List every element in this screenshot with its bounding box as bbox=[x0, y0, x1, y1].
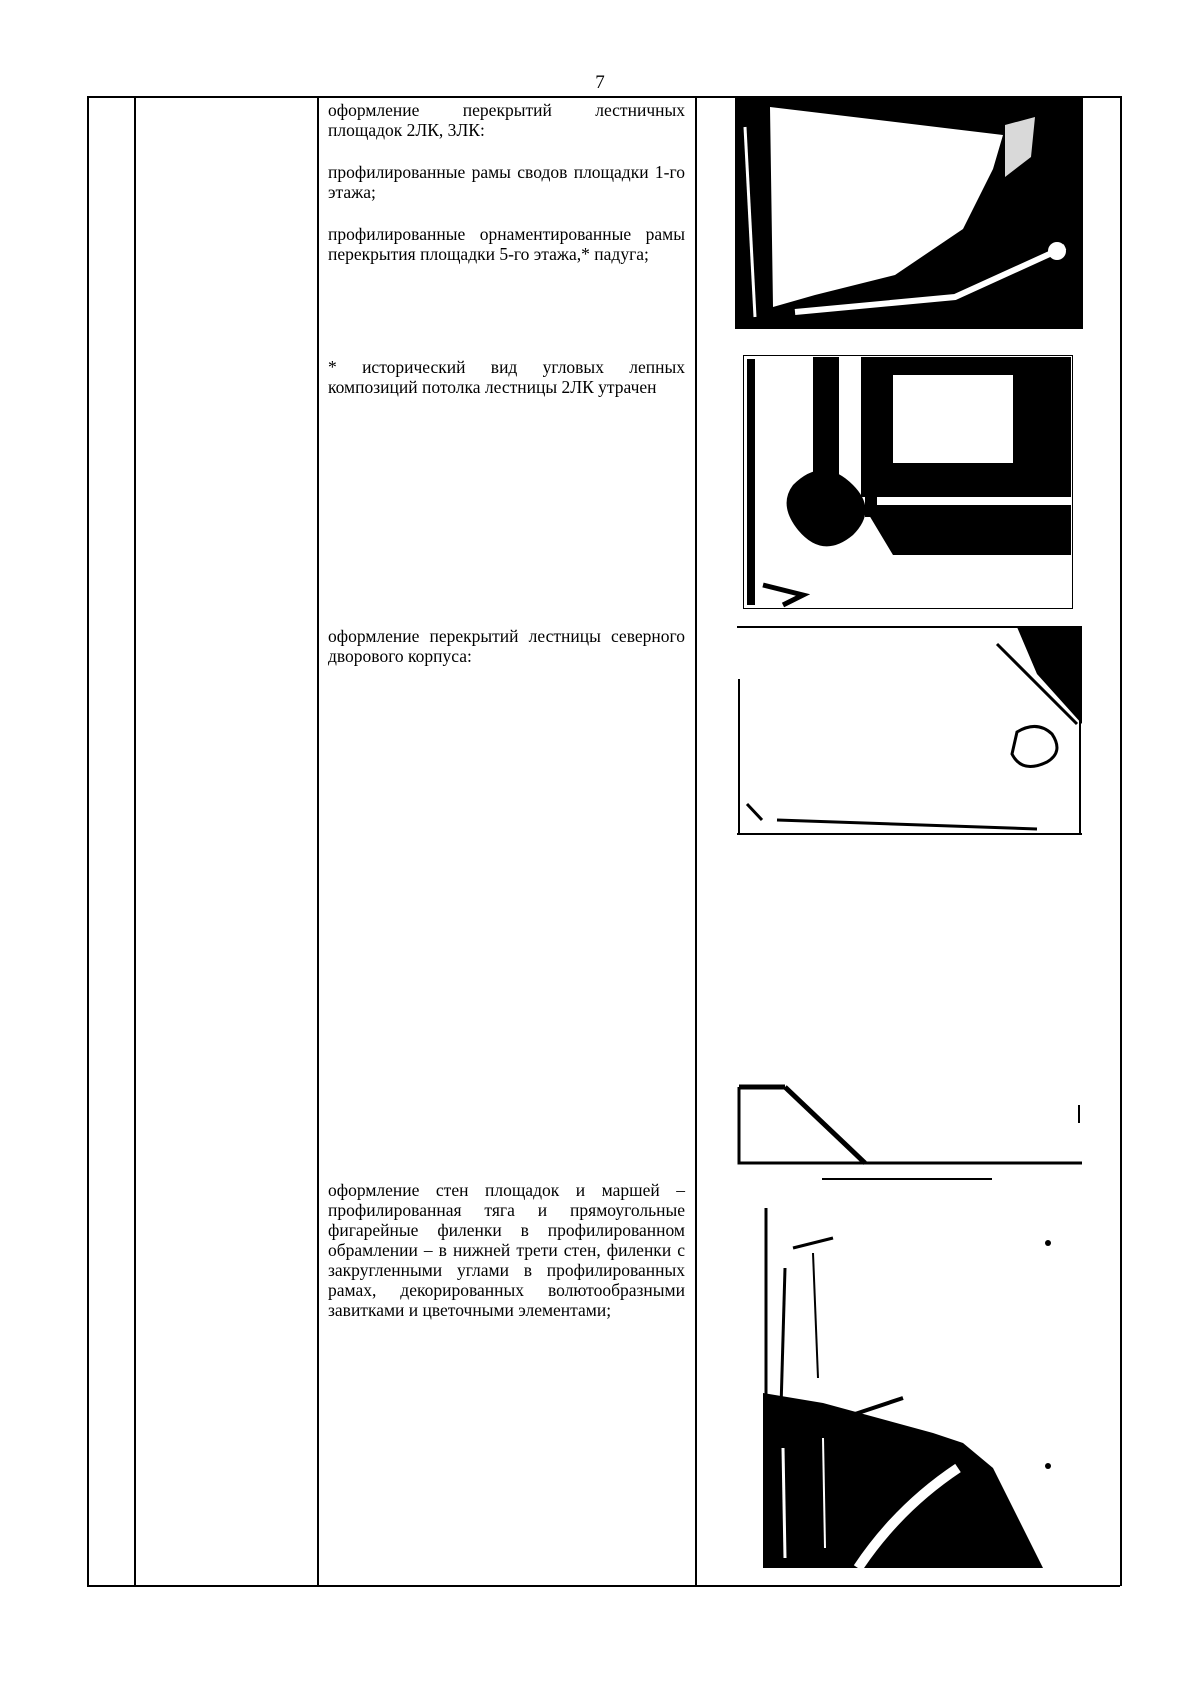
text-block-3 bbox=[328, 626, 685, 666]
photo-vault-frames bbox=[735, 97, 1083, 329]
paragraph-footnote-lost-molding: * исторический вид угловых лепных композиций потолка лестницы 2ЛК утрачен bbox=[328, 357, 685, 397]
photo-north-courtyard-ceiling bbox=[737, 624, 1082, 844]
paragraph-wall-decoration: оформление стен площадок и маршей – профилированная тяга и прямоугольные фигарейные филенки в профилированном обрамлении – в нижней трети стен, филенки с закругленными углами в профилированных рамах, декорированных волютообразными завитками и цветочными элементами; bbox=[328, 1180, 685, 1320]
page-number: 7 bbox=[595, 72, 605, 93]
table-column-divider-2 bbox=[317, 96, 319, 1586]
paragraph-staircase-ceilings: оформление перекрытий лестничных площадок 2ЛК, 3ЛК: bbox=[328, 100, 685, 140]
photo-stair-fragment bbox=[737, 1075, 1082, 1185]
photo-corner-molding bbox=[743, 355, 1073, 609]
paragraph-vault-frames: профилированные рамы сводов площадки 1-го этажа; bbox=[328, 162, 685, 202]
text-block-2 bbox=[328, 357, 685, 397]
table-border-left bbox=[87, 96, 89, 1586]
table-bottom-border bbox=[87, 1585, 1120, 1587]
table-column-divider-3 bbox=[695, 96, 697, 1586]
table-column-divider-1 bbox=[134, 96, 136, 1586]
paragraph-north-courtyard: оформление перекрытий лестницы северного дворового корпуса: bbox=[328, 626, 685, 666]
text-block-1 bbox=[328, 100, 685, 264]
text-block-4 bbox=[328, 1180, 685, 1320]
table-border-right bbox=[1120, 96, 1122, 1586]
photo-wall-panels bbox=[763, 1208, 1083, 1568]
paragraph-ornamented-frames: профилированные орнаментированные рамы перекрытия площадки 5-го этажа,* падуга; bbox=[328, 224, 685, 264]
